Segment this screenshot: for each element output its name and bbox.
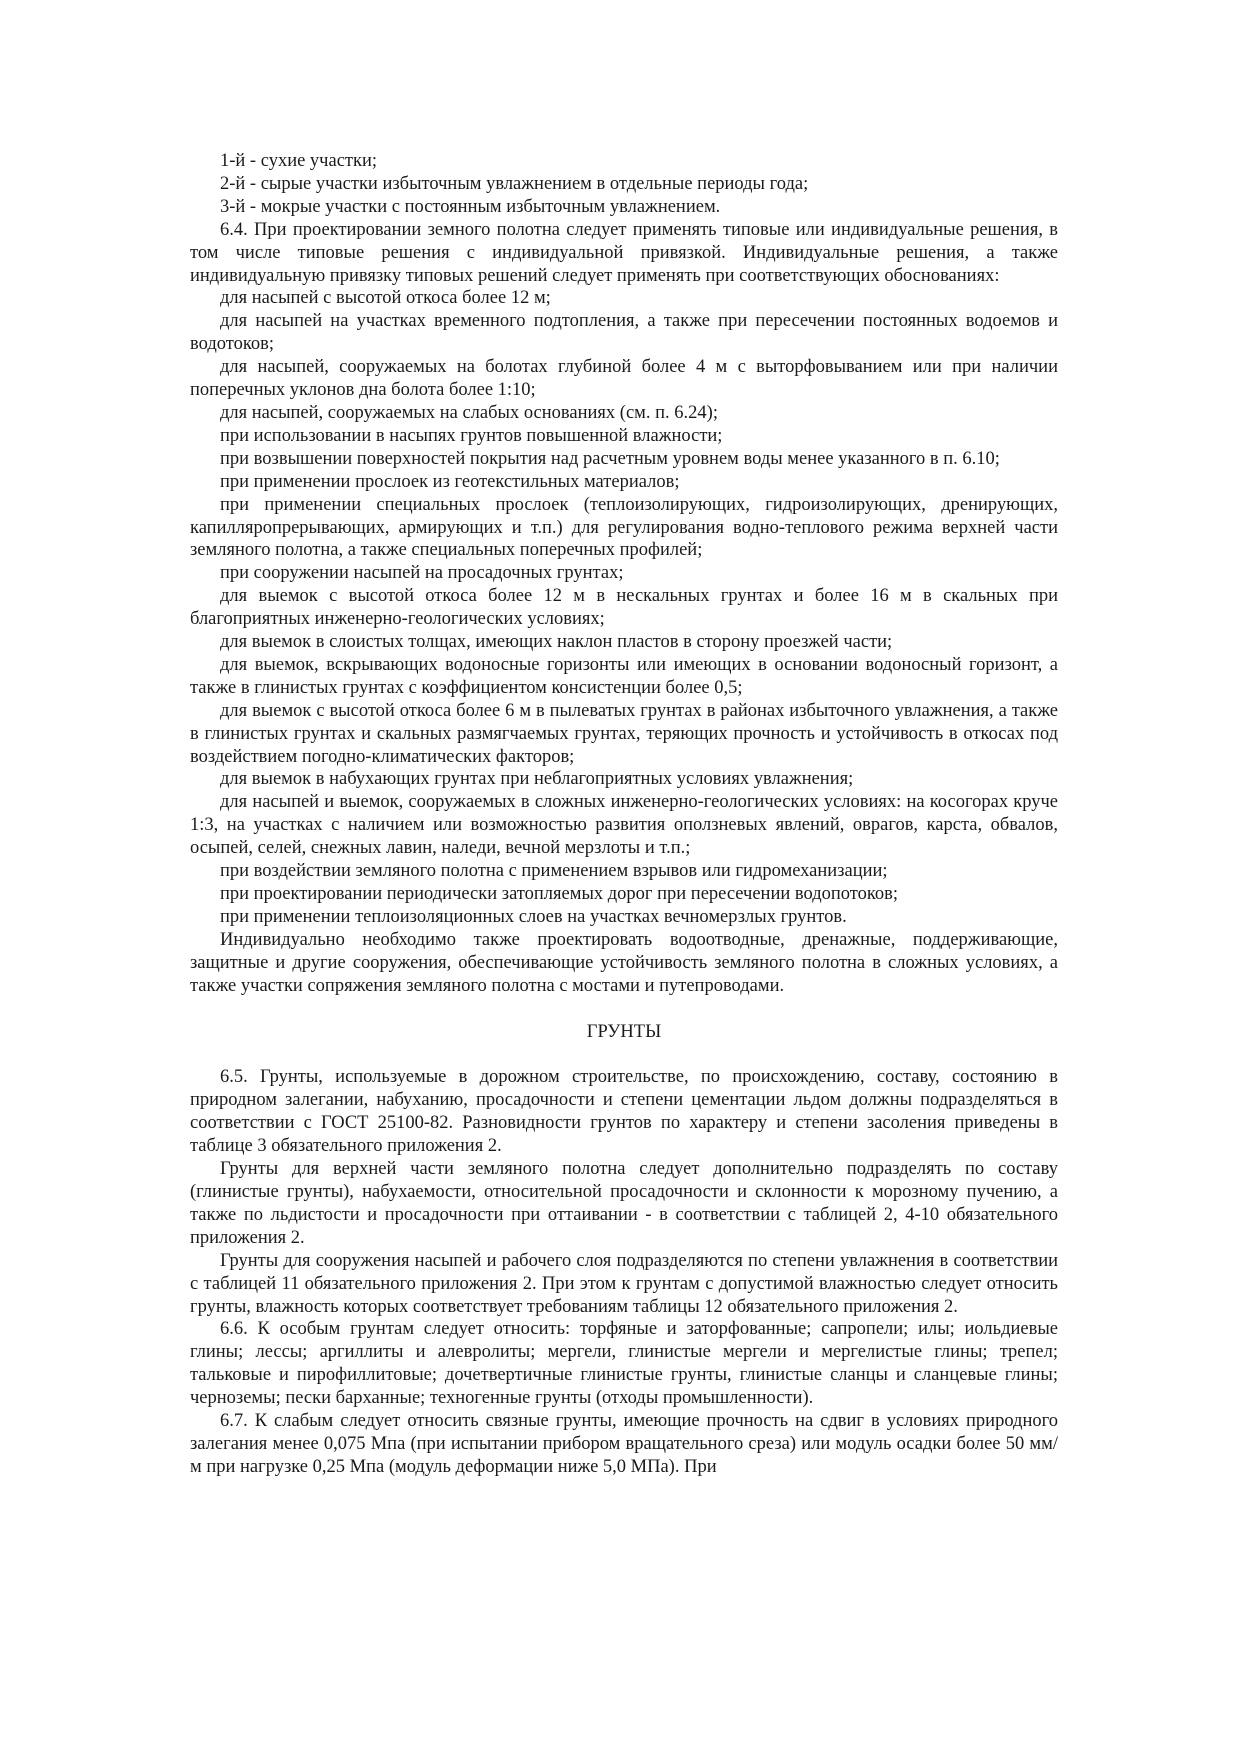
list-item: при воздействии земляного полотна с применением взрывов или гидромеханизации; xyxy=(220,861,888,882)
list-item: для выемок с высотой откоса более 6 м в пылеватых грунтах в районах избыточного увлажнения, а также в глинистых грунтах и скальных размягчаемых грунтах, теряющих прочность и устойчивость в откосах под воздействием погодно-климатических факторов; xyxy=(190,700,1058,767)
list-item: для выемок в набухающих грунтах при неблагоприятных условиях увлажнения; xyxy=(220,769,854,790)
paragraph: 2-й - сырые участки избыточным увлажнением в отдельные периоды года; xyxy=(220,173,809,194)
list-item: для насыпей с высотой откоса более 12 м; xyxy=(220,288,551,309)
section-heading: ГРУНТЫ xyxy=(586,1021,662,1042)
list-item: при применении теплоизоляционных слоев на участках вечномерзлых грунтов. xyxy=(220,906,847,927)
list-item: для выемок с высотой откоса более 12 м в нескальных грунтах и более 16 м в скальных при благоприятных инженерно-геологических условиях; xyxy=(190,586,1058,630)
paragraph: 6.7. К слабым следует относить связные грунты, имеющие прочность на сдвиг в условиях природного залегания менее 0,075 Мпа (при испытании прибором вращательного среза) или модуль осадки более 50 мм/м при нагрузке 0,25 Мпа (модуль деформации ниже 5,0 МПа). При xyxy=(190,1411,1058,1477)
paragraph: 6.5. Грунты, используемые в дорожном строительстве, по происхождению, составу, состоянию в природном залегании, набуханию, просадочности и степени цементации льдом должны подразделяться в соответствии с ГОСТ 25100-82. Разновидности грунтов по характеру и степени засоления приведены в таблице 3 обязательного приложения 2. xyxy=(190,1067,1058,1157)
list-item: для насыпей и выемок, сооружаемых в сложных инженерно-геологических условиях: на косогорах круче 1:3, на участках с наличием или возможностью развития оползневых явлений, оврагов, карста, обвалов, осыпей, селей, снежных лавин, наледи, вечной мерзлоты и т.п.; xyxy=(190,792,1058,859)
list-item: для насыпей, сооружаемых на слабых основаниях (см. п. 6.24); xyxy=(220,402,718,423)
list-item: для насыпей на участках временного подтопления, а также при пересечении постоянных водоемов и водотоков; xyxy=(190,311,1058,355)
list-item: при сооружении насыпей на просадочных грунтах; xyxy=(220,563,624,584)
list-item: при возвышении поверхностей покрытия над расчетным уровнем воды менее указанного в п. 6.10; xyxy=(220,448,1000,469)
paragraph: 6.4. При проектировании земного полотна следует применять типовые или индивидуальные решения, в том числе типовые решения с индивидуальной привязкой. Индивидуальные решения, а также индивидуальную привязку типовых решений следует применять при соответствующих обоснованиях: xyxy=(190,219,1058,286)
paragraph: Индивидуально необходимо также проектировать водоотводные, дренажные, поддерживающие, защитные и другие сооружения, обеспечивающие устойчивость земляного полотна в сложных условиях, а также участки сопряжения земляного полотна с мостами и путепроводами. xyxy=(190,929,1058,996)
list-item: для выемок, вскрывающих водоносные горизонты или имеющих в основании водоносный горизонт, а также в глинистых грунтах с коэффициентом консистенции более 0,5; xyxy=(190,654,1058,698)
list-item: для насыпей, сооружаемых на болотах глубиной более 4 м с выторфовыванием или при наличии поперечных уклонов дна болота более 1:10; xyxy=(190,357,1058,401)
list-item: для выемок в слоистых толщах, имеющих наклон пластов в сторону проезжей части; xyxy=(220,632,893,653)
list-item: при использовании в насыпях грунтов повышенной влажности; xyxy=(220,425,723,446)
paragraph: 6.6. К особым грунтам следует относить: торфяные и заторфованные; сапропели; илы; иольдиевые глины; лессы; аргиллиты и алевролиты; мергели, глинистые мергели и мергелистые глины; трепел; тальковые и пирофиллитовые; дочетвертичные глинистые грунты, глинистые сланцы и сланцевые глины; черноземы; пески барханные; техногенные грунты (отходы промышленности). xyxy=(190,1319,1058,1409)
paragraph: Грунты для верхней части земляного полотна следует дополнительно подразделять по составу (глинистые грунты), набухаемости, относительной просадочности и склонности к морозному пучению, а также по льдистости и просадочности при оттаивании - в соответствии с таблицей 2, 4-10 обязательного приложения 2. xyxy=(190,1159,1058,1248)
paragraph: 3-й - мокрые участки с постоянным избыточным увлажнением. xyxy=(220,196,721,217)
list-item: при проектировании периодически затопляемых дорог при пересечении водопотоков; xyxy=(220,884,899,904)
paragraph: Грунты для сооружения насыпей и рабочего слоя подразделяются по степени увлажнения в соответствии с таблицей 11 обязательного приложения 2. При этом к грунтам с допустимой влажностью следует относить грунты, влажность которых соответствует требованиям таблицы 12 обязательного приложения 2. xyxy=(190,1250,1058,1317)
paragraph: 1-й - сухие участки; xyxy=(220,151,378,171)
document-page xyxy=(190,150,1058,1479)
list-item: при применении прослоек из геотекстильных материалов; xyxy=(220,471,680,492)
list-item: при применении специальных прослоек (теплоизолирующих, гидроизолирующих, дренирующих, капилляропрерывающих, армирующих и т.п.) для регулирования водно-теплового режима верхней части земляного полотна, а также специальных поперечных профилей; xyxy=(190,494,1058,561)
